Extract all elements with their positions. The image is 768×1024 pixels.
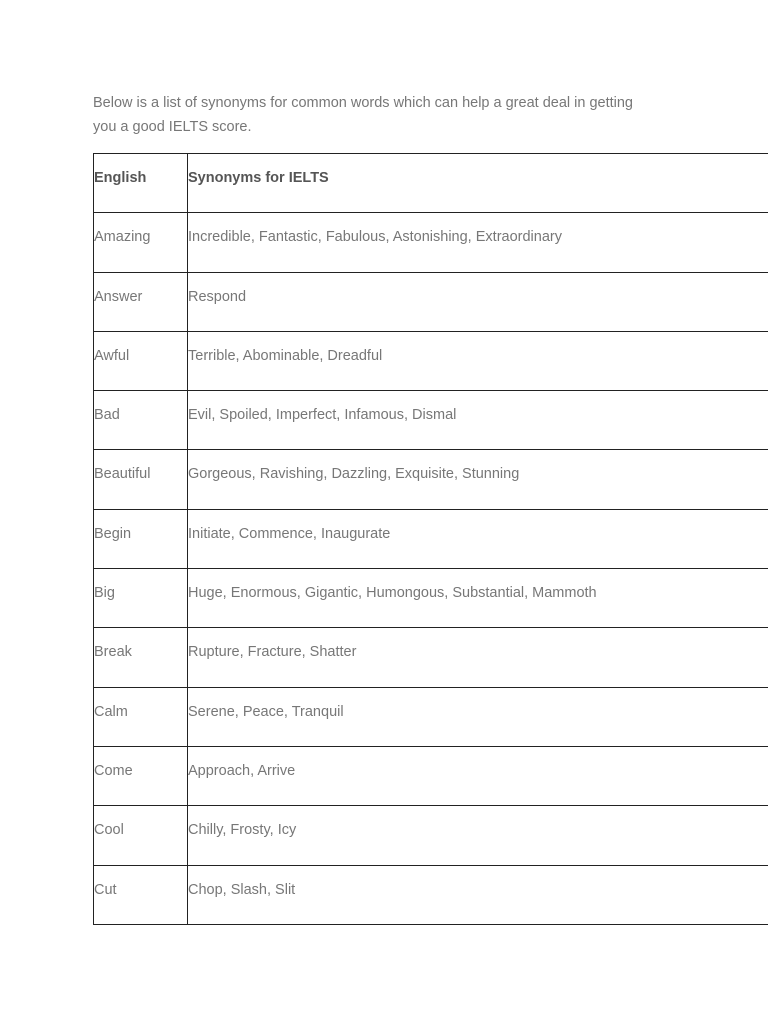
synonyms-cell: Initiate, Commence, Inaugurate: [188, 509, 768, 568]
synonym-table: [93, 153, 768, 925]
english-word-cell: Cool: [94, 806, 188, 865]
table-row: [94, 213, 768, 272]
table-row: [94, 569, 768, 628]
column-header-synonyms: Synonyms for IELTS: [188, 154, 768, 213]
table-row: [94, 687, 768, 746]
english-word-cell: Calm: [94, 687, 188, 746]
synonyms-cell: Serene, Peace, Tranquil: [188, 687, 768, 746]
intro-line-1: Below is a list of synonyms for common words which can help a great deal in getting: [93, 95, 633, 111]
table-row: [94, 391, 768, 450]
english-word-cell: Break: [94, 628, 188, 687]
english-word-cell: Bad: [94, 391, 188, 450]
intro-paragraph: [93, 91, 693, 139]
english-word-cell: Cut: [94, 865, 188, 924]
synonyms-cell: Evil, Spoiled, Imperfect, Infamous, Dismal: [188, 391, 768, 450]
synonyms-cell: Approach, Arrive: [188, 746, 768, 805]
table-row: [94, 331, 768, 390]
synonyms-cell: Respond: [188, 272, 768, 331]
synonyms-cell: Rupture, Fracture, Shatter: [188, 628, 768, 687]
synonyms-cell: Huge, Enormous, Gigantic, Humongous, Substantial, Mammoth: [188, 569, 768, 628]
table-row: [94, 450, 768, 509]
table-row: [94, 806, 768, 865]
synonyms-cell: Incredible, Fantastic, Fabulous, Astonishing, Extraordinary: [188, 213, 768, 272]
intro-line-2: you a good IELTS score.: [93, 119, 252, 135]
english-word-cell: Big: [94, 569, 188, 628]
table-row: [94, 272, 768, 331]
synonyms-cell: Chilly, Frosty, Icy: [188, 806, 768, 865]
column-header-english: English: [94, 154, 188, 213]
table-row: [94, 746, 768, 805]
table-row: [94, 865, 768, 924]
synonyms-cell: Gorgeous, Ravishing, Dazzling, Exquisite, Stunning: [188, 450, 768, 509]
english-word-cell: Begin: [94, 509, 188, 568]
english-word-cell: Beautiful: [94, 450, 188, 509]
table-row: [94, 628, 768, 687]
synonyms-cell: Chop, Slash, Slit: [188, 865, 768, 924]
english-word-cell: Come: [94, 746, 188, 805]
synonyms-cell: Terrible, Abominable, Dreadful: [188, 331, 768, 390]
table-row: [94, 509, 768, 568]
english-word-cell: Answer: [94, 272, 188, 331]
english-word-cell: Amazing: [94, 213, 188, 272]
english-word-cell: Awful: [94, 331, 188, 390]
table-header-row: [94, 154, 768, 213]
